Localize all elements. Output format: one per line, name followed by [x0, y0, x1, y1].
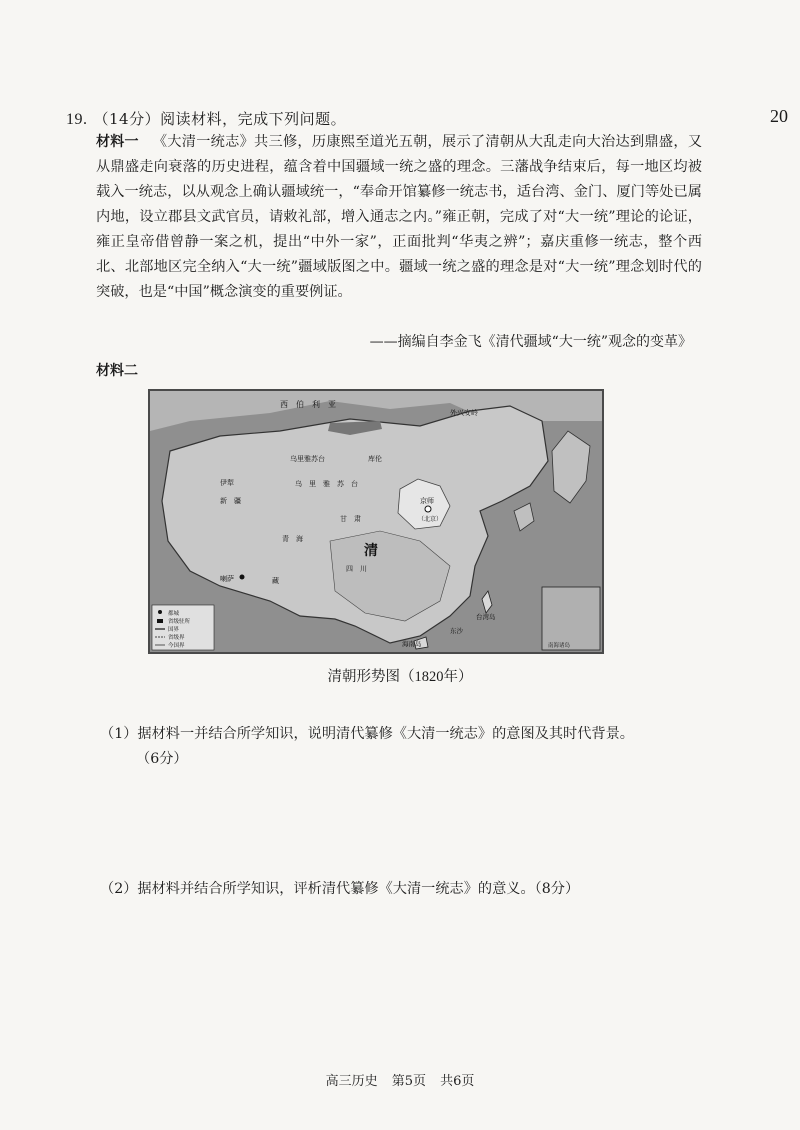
map-label-zang: 藏: [272, 577, 279, 585]
page-footer: [0, 1070, 800, 1089]
question-instruction: 阅读材料，完成下列问题。: [160, 110, 347, 128]
footer-subject: 高三历史: [325, 1074, 378, 1089]
legend-item-border: 国界: [168, 627, 180, 633]
map-label-qinghai: 青 海: [282, 535, 303, 543]
footer-page: 第5页: [391, 1074, 426, 1089]
map-label-uliyasutai: 乌里雅苏台: [290, 455, 325, 463]
question-score: （14分）: [93, 110, 161, 128]
caption-tail: 年）: [443, 669, 473, 685]
map-inset-label: 南海诸岛: [548, 643, 571, 649]
material-one-source: ——摘编自李金飞《清代疆域“大一统”观念的变革》: [369, 334, 692, 350]
legend-item-province: 省级界: [168, 635, 185, 641]
map-label-gansu: 甘 肃: [340, 515, 361, 523]
sub-question-1-points: （6分）: [136, 751, 188, 767]
map-label-qing: 清: [364, 543, 378, 559]
question-number: 19.: [66, 111, 88, 128]
question-header: [66, 108, 346, 129]
sub-question-1-text: （1）据材料一并结合所学知识，说明清代纂修《大清一统志》的意图及其时代背景。: [100, 726, 634, 742]
legend-seat-symbol: [157, 619, 163, 623]
sub-question-2-text: （2）据材料并结合所学知识，评析清代纂修《大清一统志》的意义。（8分）: [100, 881, 580, 897]
map-caption: [0, 665, 800, 686]
sub-question-2: [100, 877, 740, 902]
map-label-capital: 京师: [420, 497, 434, 505]
material-one-label: 材料一: [96, 134, 139, 150]
legend-item-capital: 都城: [168, 611, 180, 617]
map-label-xinjiang: 新 疆: [220, 497, 241, 505]
map-label-hainan: 海南岛: [402, 640, 422, 648]
legend-capital-symbol: [158, 610, 162, 614]
qing-map: [148, 389, 604, 654]
map-label-beijing: （北京）: [418, 516, 443, 523]
map-label-yili: 伊犁: [220, 479, 234, 487]
map-label-lasa: 喇萨: [220, 575, 234, 583]
map-label-taiwan: 台湾岛: [476, 613, 496, 621]
material-two-label: 材料二: [96, 363, 138, 379]
map-label-siberia: 西 伯 利 亚: [280, 400, 336, 409]
material-one: [96, 130, 702, 305]
footer-total: 共6页: [440, 1074, 475, 1089]
caption-text: 清朝形势图（: [327, 669, 415, 685]
side-question-number: 20: [770, 106, 788, 126]
map-inset-south-sea: [542, 587, 600, 650]
map-label-dongsha: 东沙: [450, 627, 463, 635]
map-label-kulun: 库伦: [368, 455, 382, 463]
map-capital-marker: [425, 506, 431, 512]
map-label-wuli: 乌 里 雅 苏 台: [295, 480, 358, 488]
map-label-waixingan: 外兴安岭: [450, 409, 478, 417]
legend-item-seat: 省级驻所: [168, 619, 191, 625]
caption-year: 1820: [414, 669, 444, 685]
map-lasa-marker: [240, 575, 245, 580]
map-graphic: [150, 391, 602, 652]
legend-item-modern: 今国界: [168, 643, 185, 649]
sub-question-1: [100, 722, 740, 772]
material-one-text: 《大清一统志》共三修，历康熙至道光五朝，展示了清朝从大乱走向大治达到鼎盛，又从鼎盛走向衰落的历史进程，蕴含着中国疆域一统之盛的理念。三藩战争结束后，每一地区均被载入一统志，以从观念上确认疆域统一，“奉命开馆纂修一统志书，适台湾、金门、厦门等处已属内地，设立郡县文武官员，请敕礼部，增入通志之内。”雍正朝，完成了对“大一统”理论的论证，雍正皇帝借曾静一案之机，提出“中外一家”，正面批判“华夷之辨”；嘉庆重修一统志，整个西北、北部地区完全纳入“大一统”疆域版图之中。疆域一统之盛的理念是对“大一统”理念划时代的突破，也是“中国”概念演变的重要例证。: [96, 134, 703, 300]
map-label-sichuan: 四 川: [346, 565, 367, 573]
